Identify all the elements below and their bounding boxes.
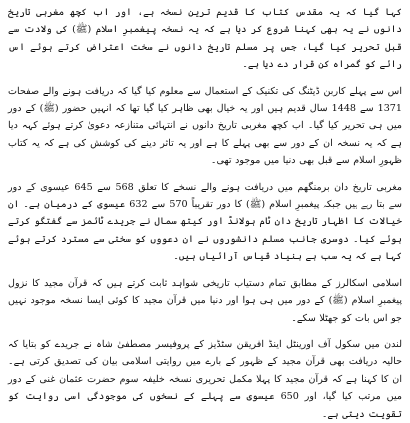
article-paragraph-1: کہا گیا کہ یہ مقدس کتاب کا قدیم ترین نسخہ ہے، اور اب کچھ مغربی تاریخ دانوں نے یہ بھی کہنا شروع کر دیا ہے کہ یہ نسخہ پیغمبرِ اسلام (ﷺ) کی ولادت سے قبل تحریر کیا گیا، جس پر مسلم تاریخ دانوں نے سخت اعتراض کرتے ہوئے اس رائے کو گمراہ کن قرار دے دیا ہے۔	[8, 7, 402, 71]
article-paragraph-2: اس سے پہلے کاربن ڈیٹنگ کی تکنیک کے استعمال سے معلوم کیا گیا کہ دریافت ہونے والے صفحات 1371 سے 1448 سال قدیم ہیں اور یہ خیال بھی ظاہر کیا گیا تھا کہ انہیں حضور (ﷺ) کے دور میں ہی تحریر کیا گیا۔ اب کچھ مغربی تاریخ دانوں نے انتہائی متنازعہ دعویٰ کرتے ہوئے کہہ دیا ہے کہ یہ نسخہ ان کے دور سے بھی پہلے کا ہے اور یہ تاثر دینے کی کوشش کی ہے کہ یہ کتاب ظہورِ اسلام سے قبل بھی دنیا میں موجود تھی۔	[8, 85, 403, 167]
article-paragraph-4: اسلامی اسکالرز کے مطابق تمام دستیاب تاریخی شواہد ثابت کرتے ہیں کہ قرآن مجید کا نزول پیغمبرِ اسلام (ﷺ) کے دور میں ہی ہوا اور دنیا میں قرآن مجید کا کوئی ایسا نسخہ موجود نہیں جو اس بات کو جھٹلا سکے۔	[8, 277, 402, 324]
article-paragraph-5: لندن میں سکول آف اورینٹل اینڈ افریقن سٹڈیز کے پروفیسر مصطفیٰ شاہ نے جریدے کو بتایا کہ حالیہ دریافت بھی قرآن مجید کے ظہور کے بارے میں روایتی اسلامی بیان کی تصدیق کرتی ہے۔ ان کا کہنا ہے کہ قرآن مجید کا پہلا مکمل تحریری نسخہ خلیفہ سوم حضرت عثمان غنی کے دور میں مرتب کیا گیا، اور 650 عیسوی سے پہلے کے نسخوں کی موجودگی اسی روایت کو تقویت دیتی ہے۔	[8, 338, 403, 420]
article-paragraph-3: مغربی تاریخ دان برمنگھم میں دریافت ہونے والے نسخے کا تعلق 568 سے 645 عیسوی کے دور سے بتا رہے ہیں جبکہ پیغمبرِ اسلام (ﷺ) کا دور تقریباً 570 سے 632 عیسوی کے درمیان ہے۔ ان خیالات کا اظہار تاریخ دان ٹام ہولانڈ اور کیتھ سمال نے جریدے ٹائمز سے گفتگو کرتے ہوئے کیا۔ دوسری جانب مسلم دانشوروں نے ان دعووں کو سختی سے مسترد کرتے ہوئے کہا ہے کہ یہ سب بے بنیاد قیاس آرائیاں ہیں۔	[8, 181, 402, 263]
